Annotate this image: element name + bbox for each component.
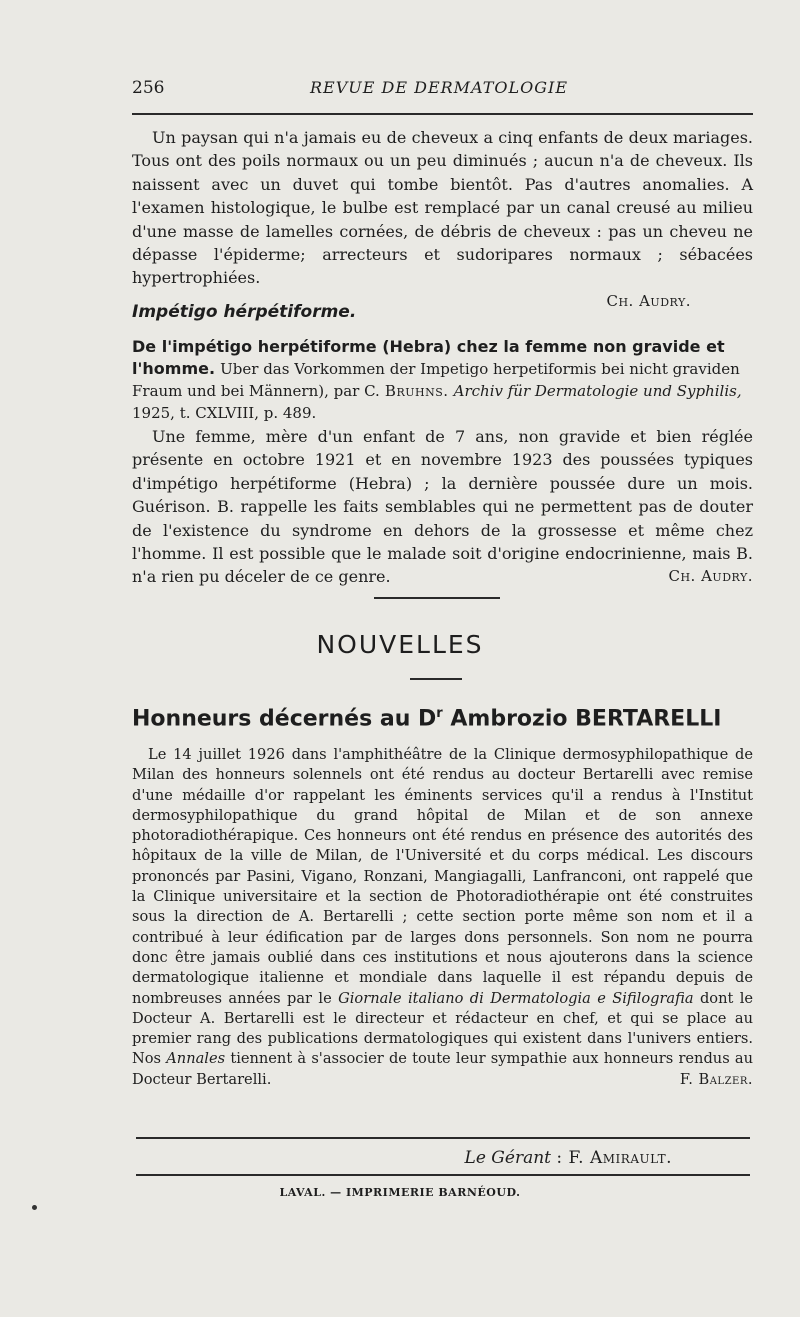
running-header	[132, 76, 752, 102]
honneurs-journal: Giornale italiano di Dermatologia e Sifilografia	[338, 989, 694, 1007]
honneurs-text-end: tiennent à s'associer de toute leur sympathie aux honneurs rendus au Docteur Bertarelli.	[132, 1050, 753, 1088]
gerant-line	[132, 1148, 672, 1168]
honneurs-title	[132, 706, 753, 731]
nouvelles-title: NOUVELLES	[316, 630, 484, 659]
section-heading: Impétigo hérpétiforme.	[132, 302, 357, 322]
margin-mark	[32, 1205, 37, 1210]
article-1-text: Un paysan qui n'a jamais eu de cheveux a cinq enfants de deux mariages. Tous ont des poils normaux ou un peu diminués ; aucun n'a de cheveux. Ils naissent avec un duvet qui tombe bientôt. Pas d'autres anomalies. A l'examen histologique, le bulbe est remplacé par un canal creusé au milieu d'une masse de lamelles cornées, de débris de cheveux : pas un cheveu ne dépasse l'épiderme; arrecteurs et sudoripares normaux ; sébacées hypertrophiées.	[132, 128, 753, 288]
article-2-author: Bruhns.	[384, 382, 449, 400]
article-2	[132, 336, 753, 589]
article-2-signature: Ch. Audry.	[668, 567, 753, 586]
article-1	[132, 126, 753, 312]
section-divider	[374, 597, 500, 599]
honneurs-article	[132, 745, 753, 1090]
article-2-title-block	[132, 336, 753, 424]
honneurs-title-sup: r	[436, 706, 443, 721]
printer-imprint: LAVAL. — IMPRIMERIE BARNÉOUD.	[279, 1186, 521, 1199]
footer-rule-1	[136, 1137, 750, 1139]
footer-rule-2	[136, 1174, 750, 1176]
honneurs-annales: Annales	[166, 1050, 226, 1068]
honneurs-text-start: Le 14 juillet 1926 dans l'amphithéâtre de la Clinique dermosyphilopathique de Milan des honneurs solennels ont été rendus au docteur Bertarelli avec remise d'une médaille d'or rappelant les éminents services qu'il a rendus à l'Institut dermosyphilopathique du grand hôpital de Milan et de son annexe photoradiothérapique. Ces honneurs ont été rendus en présence des autorités des hôpitaux de la ville de Milan, de l'Université et du corps médical. Les discours prononcés par Pasini, Vigano, Ronzani, Mangiagalli, Lanfranconi, ont rappelé que la Clinique universitaire et la section de Photoradiothérapie ont été construites sous la direction de A. Bertarelli ; cette section porte même son nom et il a contribué à leur édification par de larges dons personnels. Son nom ne pourra donc être jamais oublié dans ces institutions et nous ajouterons dans la science dermatologique italienne et mondiale dans laquelle il est répandu depuis de nombreuses années par le	[132, 746, 753, 1007]
article-2-title: De l'impétigo herpétiforme (Hebra) chez la femme non gravide et l'homme.	[132, 337, 725, 378]
article-2-body: Une femme, mère d'un enfant de 7 ans, non gravide et bien réglée présente en octobre 1921 et en novembre 1923 des poussées typiques d'impétigo herpétiforme (Hebra) ; la dernière poussée dure un mois. Guérison. B. rappelle les faits semblables qui ne permettent pas de douter de l'existence du syndrome en dehors de la grossesse et même chez l'homme. Il est possible que le malade soit d'origine endocrinienne, mais B. n'a rien pu déceler de ce genre.	[132, 427, 753, 587]
article-2-journal: Archiv für Dermatologie und Syphilis,	[453, 382, 742, 400]
article-2-text	[132, 425, 753, 589]
page-number: 256	[132, 78, 165, 98]
gerant-name: : F. Amirault.	[556, 1148, 672, 1168]
article-1-signature: Ch. Audry.	[606, 291, 691, 310]
header-rule	[132, 113, 753, 115]
gerant-label: Le Gérant	[464, 1148, 551, 1168]
article-2-reference: Uber das Vorkommen der Impetigo herpetiformis bei nicht graviden Fraum und bei Männern), par C.	[132, 360, 740, 400]
honneurs-text-mid: dont le Docteur A. Bertarelli est le directeur et rédacteur en chef, et qui se place au premier rang des publications dermatologiques qui existent dans l'univers entiers. Nos	[132, 989, 754, 1068]
honneurs-title-start: Honneurs décernés au D	[132, 706, 437, 732]
honneurs-signature: F. Balzer.	[679, 1070, 753, 1088]
article-2-ref-details: 1925, t. CXLVIII, p. 489.	[132, 404, 317, 422]
honneurs-title-end: Ambrozio BERTARELLI	[442, 706, 722, 732]
nouvelles-rule	[410, 678, 462, 680]
honneurs-text	[132, 745, 753, 1090]
running-title: REVUE DE DERMATOLOGIE	[310, 78, 569, 97]
